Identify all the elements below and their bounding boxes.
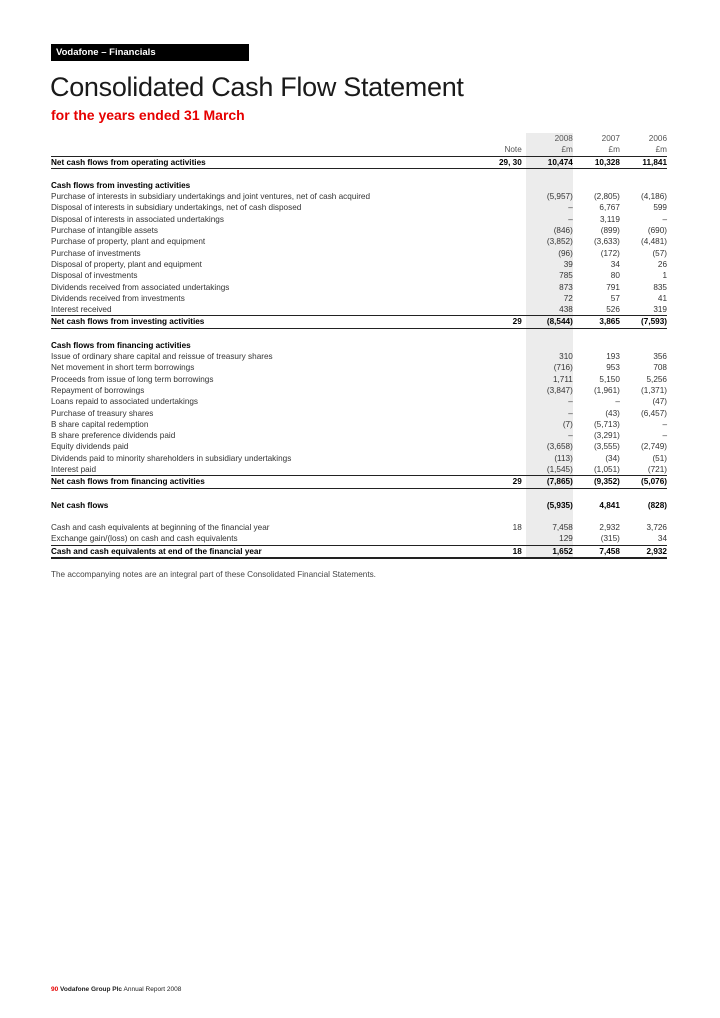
- row-value: 1: [662, 271, 667, 281]
- row-label: Disposal of investments: [51, 271, 138, 281]
- row-note: [477, 202, 526, 213]
- table-row: [51, 248, 667, 259]
- row-value: 785: [526, 270, 573, 281]
- row-value: 835: [653, 282, 667, 292]
- row-value: –: [526, 202, 573, 213]
- row-value: (3,555): [593, 442, 620, 452]
- column-year: 2007: [601, 134, 620, 143]
- column-unit: £m: [573, 144, 620, 156]
- row-value: 599: [653, 203, 667, 213]
- row-note: [477, 304, 526, 316]
- table-row: [51, 293, 667, 304]
- table-row: [51, 419, 667, 430]
- table-row: [51, 191, 667, 202]
- table-row: [51, 385, 667, 396]
- investing-heading-row: [51, 180, 667, 191]
- row-value: (5,935): [526, 500, 573, 511]
- row-label: Net cash flows: [51, 500, 109, 510]
- table-row: [51, 236, 667, 247]
- row-value: (716): [526, 362, 573, 373]
- row-note: [477, 385, 526, 396]
- row-label: Exchange gain/(loss) on cash and cash equivalents: [51, 534, 238, 544]
- row-label: Net cash flows from investing activities: [51, 316, 477, 328]
- row-label: Purchase of treasury shares: [51, 408, 154, 418]
- row-value: –: [662, 214, 667, 224]
- table-row: [51, 408, 667, 419]
- row-value: (7,593): [620, 316, 667, 328]
- exchange-row: [51, 533, 667, 545]
- row-label: Purchase of investments: [51, 248, 141, 258]
- header-row-units: [51, 144, 667, 156]
- row-value: (3,291): [593, 431, 620, 441]
- row-value: (43): [605, 408, 620, 418]
- row-value: (113): [526, 453, 573, 464]
- row-value: 11,841: [620, 156, 667, 168]
- row-value: 708: [653, 363, 667, 373]
- row-value: (57): [652, 248, 667, 258]
- row-note: [477, 396, 526, 407]
- row-note: [477, 270, 526, 281]
- table-row: [51, 374, 667, 385]
- row-value: (7): [526, 419, 573, 430]
- row-label: Issue of ordinary share capital and reissue of treasury shares: [51, 352, 273, 362]
- row-value: 3,865: [573, 316, 620, 328]
- investing-total-row: [51, 316, 667, 328]
- row-value: (172): [600, 248, 620, 258]
- row-value: (4,186): [641, 192, 667, 202]
- financing-total-row: [51, 476, 667, 488]
- row-note: 29: [477, 476, 526, 488]
- row-value: 3,119: [600, 214, 620, 224]
- row-value: (7,865): [526, 476, 573, 488]
- row-value: –: [526, 214, 573, 225]
- row-value: 319: [653, 305, 667, 315]
- table-row: [51, 362, 667, 373]
- row-value: 2,932: [620, 545, 667, 558]
- table-row: [51, 441, 667, 452]
- column-note: Note: [477, 144, 526, 156]
- table-row: [51, 225, 667, 236]
- row-value: (1,961): [593, 385, 620, 395]
- row-value: 39: [526, 259, 573, 270]
- table-row: [51, 214, 667, 225]
- row-value: (1,371): [641, 385, 667, 395]
- row-label: Interest paid: [51, 465, 97, 475]
- row-value: 5,150: [599, 374, 620, 384]
- table-row: [51, 282, 667, 293]
- spacer-row: [51, 511, 667, 522]
- row-value: 7,458: [526, 522, 573, 533]
- row-note: [477, 533, 526, 545]
- cash-flow-table: [51, 133, 667, 559]
- row-value: (96): [526, 248, 573, 259]
- row-label: Dividends received from associated undertakings: [51, 282, 230, 292]
- column-year: 2008: [526, 133, 573, 144]
- row-value: 80: [610, 271, 620, 281]
- page-title: Consolidated Cash Flow Statement: [50, 72, 464, 102]
- row-label: Cash and cash equivalents at end of the financial year: [51, 545, 477, 558]
- row-note: [477, 500, 526, 511]
- row-label: Dividends received from investments: [51, 293, 185, 303]
- row-note: [477, 408, 526, 419]
- row-label: Purchase of intangible assets: [51, 226, 158, 236]
- financing-heading-row: [51, 340, 667, 351]
- row-note: 18: [477, 545, 526, 558]
- row-value: (1,545): [526, 464, 573, 476]
- row-value: 34: [610, 259, 620, 269]
- column-unit: £m: [526, 144, 573, 156]
- row-label: Dividends paid to minority shareholders in subsidiary undertakings: [51, 453, 292, 463]
- row-value: 26: [657, 259, 667, 269]
- row-note: 18: [512, 522, 522, 532]
- row-note: [477, 259, 526, 270]
- row-value: (5,076): [620, 476, 667, 488]
- row-value: 5,256: [646, 374, 667, 384]
- row-value: 72: [526, 293, 573, 304]
- footnote: The accompanying notes are an integral part of these Consolidated Financial Statements.: [51, 570, 376, 579]
- row-label: Net movement in short term borrowings: [51, 363, 195, 373]
- row-value: 193: [606, 352, 620, 362]
- row-value: 873: [526, 282, 573, 293]
- row-note: [477, 453, 526, 464]
- column-year: 2006: [648, 134, 667, 143]
- closing-cash-row: [51, 545, 667, 558]
- row-note: [477, 362, 526, 373]
- table-row: [51, 259, 667, 270]
- row-value: (846): [526, 225, 573, 236]
- row-note: [477, 351, 526, 362]
- row-value: (899): [600, 226, 620, 236]
- row-note: [477, 374, 526, 385]
- spacer-row: [51, 168, 667, 180]
- row-label: Equity dividends paid: [51, 442, 129, 452]
- spacer-row: [51, 328, 667, 340]
- row-label: B share preference dividends paid: [51, 431, 176, 441]
- row-value: (3,633): [593, 237, 620, 247]
- footer-company: Vodafone Group Plc: [60, 986, 123, 993]
- row-value: 4,841: [599, 500, 620, 510]
- row-value: (34): [605, 453, 620, 463]
- row-label: Disposal of interests in associated undertakings: [51, 214, 224, 224]
- row-value: 6,767: [599, 203, 620, 213]
- table-row: [51, 396, 667, 407]
- row-value: (1,051): [593, 465, 620, 475]
- page-number: 90: [51, 986, 59, 993]
- row-value: (2,805): [593, 192, 620, 202]
- table-row: [51, 430, 667, 441]
- row-value: –: [662, 431, 667, 441]
- row-value: 438: [526, 304, 573, 316]
- row-label: Interest received: [51, 305, 112, 315]
- row-value: (5,713): [593, 419, 620, 429]
- row-label: Purchase of property, plant and equipment: [51, 237, 206, 247]
- spacer-row: [51, 488, 667, 500]
- page-subtitle: for the years ended 31 March: [51, 107, 245, 123]
- row-label: Disposal of property, plant and equipment: [51, 259, 202, 269]
- row-note: 29, 30: [477, 156, 526, 168]
- row-note: [477, 419, 526, 430]
- row-value: (5,957): [526, 191, 573, 202]
- row-value: (315): [600, 534, 620, 544]
- row-value: 356: [653, 352, 667, 362]
- row-value: 7,458: [573, 545, 620, 558]
- row-value: (47): [652, 397, 667, 407]
- row-note: [477, 236, 526, 247]
- row-value: 953: [606, 363, 620, 373]
- row-label: Cash and cash equivalents at beginning of the financial year: [51, 522, 270, 532]
- table-row: [51, 453, 667, 464]
- row-note: [477, 430, 526, 441]
- row-value: 1,711: [526, 374, 573, 385]
- row-note: [477, 225, 526, 236]
- row-label: Proceeds from issue of long term borrowings: [51, 374, 214, 384]
- row-value: –: [526, 430, 573, 441]
- row-value: –: [662, 419, 667, 429]
- row-value: 57: [610, 293, 620, 303]
- row-value: 3,726: [646, 522, 667, 532]
- row-value: (721): [647, 465, 667, 475]
- row-label: B share capital redemption: [51, 419, 149, 429]
- header-row-years: [51, 133, 667, 144]
- row-label: Net cash flows from financing activities: [51, 476, 477, 488]
- row-value: (6,457): [641, 408, 667, 418]
- row-value: (3,847): [526, 385, 573, 396]
- table-row: [51, 270, 667, 281]
- row-value: (828): [647, 500, 667, 510]
- row-note: [477, 214, 526, 225]
- page-footer: [51, 986, 181, 993]
- row-label: Purchase of interests in subsidiary undertakings and joint ventures, net of cash acquired: [51, 192, 371, 202]
- section-heading: Cash flows from financing activities: [51, 340, 191, 350]
- table-row: [51, 351, 667, 362]
- row-value: (690): [647, 226, 667, 236]
- row-label: Disposal of interests in subsidiary undertakings, net of cash disposed: [51, 203, 302, 213]
- column-unit: £m: [620, 144, 667, 156]
- row-note: [477, 282, 526, 293]
- row-note: [477, 191, 526, 202]
- row-label: Net cash flows from operating activities: [51, 156, 477, 168]
- row-value: –: [615, 397, 620, 407]
- row-value: (9,352): [573, 476, 620, 488]
- row-value: (3,658): [526, 441, 573, 452]
- row-value: 129: [526, 533, 573, 545]
- row-value: 2,932: [599, 522, 620, 532]
- row-value: 10,328: [573, 156, 620, 168]
- row-value: (8,544): [526, 316, 573, 328]
- row-note: [477, 293, 526, 304]
- row-value: (3,852): [526, 236, 573, 247]
- row-value: 526: [606, 305, 620, 315]
- net-cash-flows-row: [51, 500, 667, 511]
- row-note: [477, 248, 526, 259]
- row-value: 1,652: [526, 545, 573, 558]
- row-value: (4,481): [641, 237, 667, 247]
- row-note: [477, 464, 526, 476]
- section-tag: Vodafone – Financials: [51, 44, 249, 61]
- footer-report: Annual Report 2008: [123, 986, 182, 993]
- row-value: 41: [657, 293, 667, 303]
- row-label: Loans repaid to associated undertakings: [51, 397, 199, 407]
- row-value: 10,474: [526, 156, 573, 168]
- row-value: (2,749): [641, 442, 667, 452]
- row-value: 310: [526, 351, 573, 362]
- opening-cash-row: [51, 522, 667, 533]
- row-value: 34: [657, 534, 667, 544]
- row-label: Repayment of borrowings: [51, 385, 145, 395]
- table-row: [51, 202, 667, 213]
- row-note: 29: [477, 316, 526, 328]
- row-value: 791: [606, 282, 620, 292]
- row-value: –: [526, 408, 573, 419]
- row-value: (51): [652, 453, 667, 463]
- row-value: –: [526, 396, 573, 407]
- row-note: [477, 441, 526, 452]
- section-heading: Cash flows from investing activities: [51, 180, 191, 190]
- table-row: [51, 464, 667, 476]
- table-row: [51, 304, 667, 316]
- operating-total-row: [51, 156, 667, 168]
